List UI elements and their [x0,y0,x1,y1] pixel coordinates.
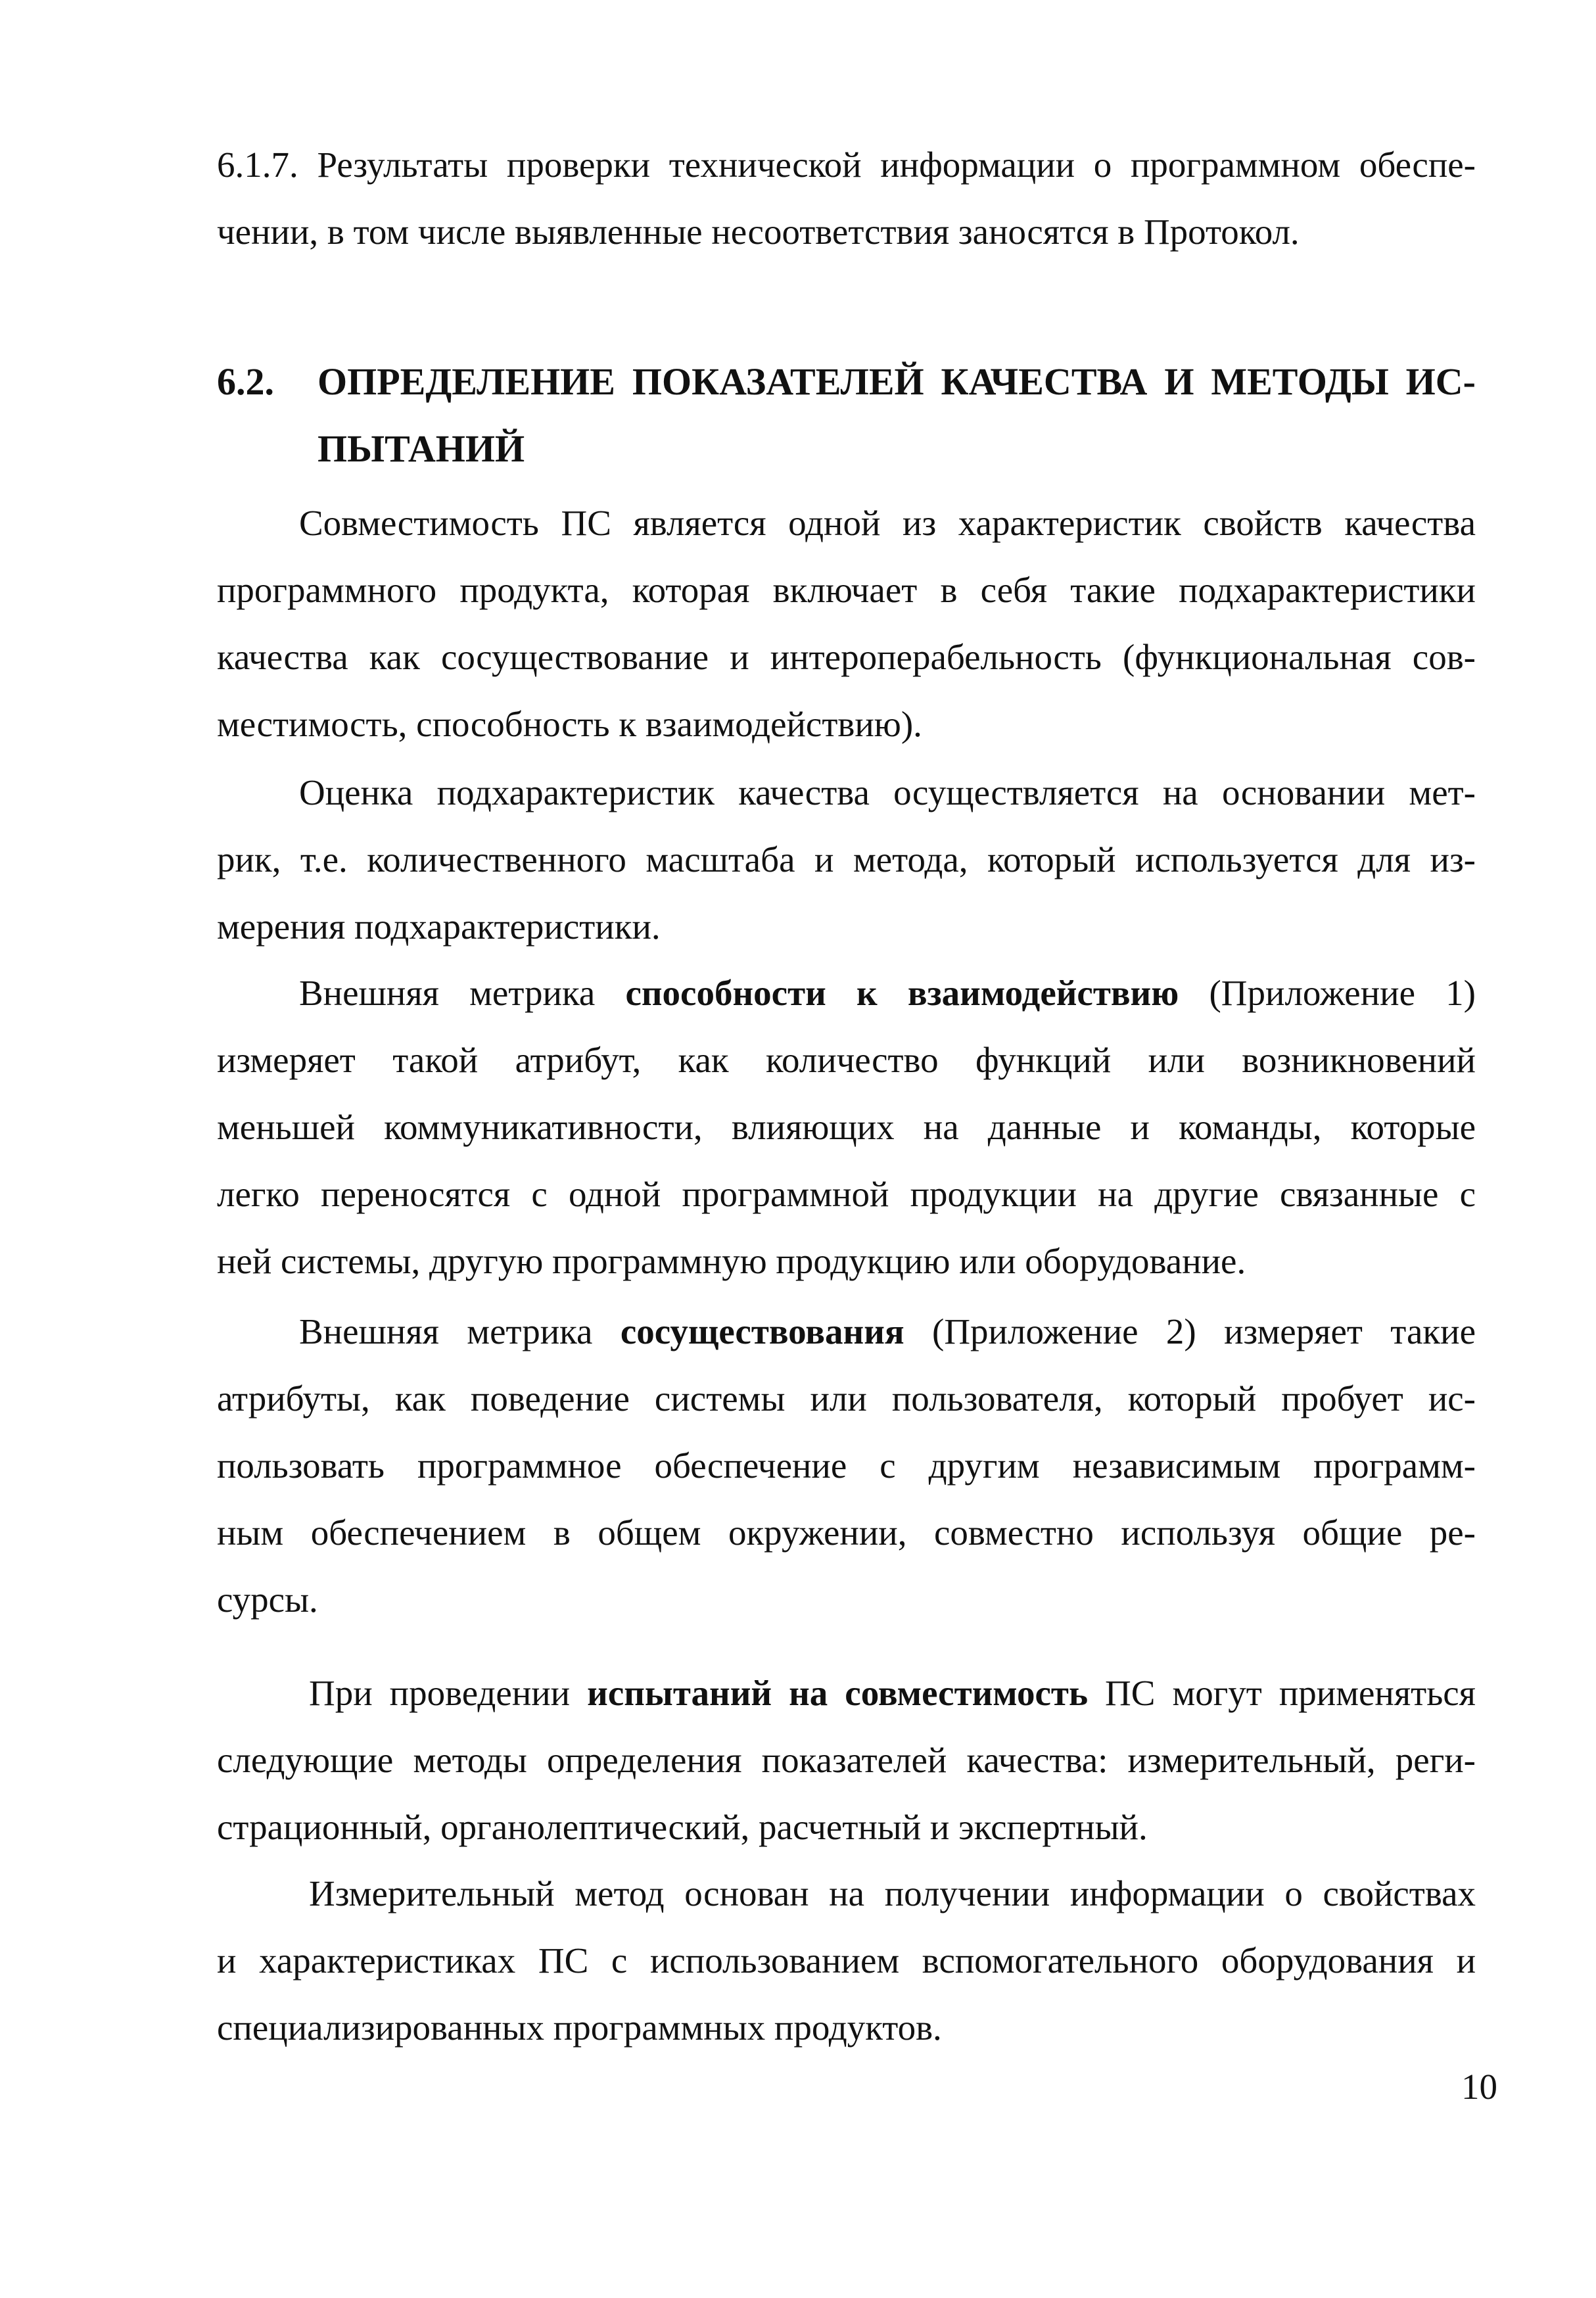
text-line [217,960,1476,1027]
text-line: сурсы. [217,1580,318,1620]
text-line: качества как сосуществование и интероперабельность (функциональная сов- [217,637,1476,677]
text-line: ней системы, другую программную продукцию или оборудование. [217,1241,1246,1281]
text-run: ПС могут применяться [1088,1673,1476,1713]
text-line: 6.1.7. Результаты проверки технической информации о программном обеспе- [217,145,1476,185]
paragraph-coexistence-metric [217,1298,1476,1633]
text-run: Внешняя метрика [299,973,626,1013]
text-line: специализированных программных продуктов. [217,2007,942,2048]
paragraph-6-1-7 [217,131,1476,266]
text-line: пользовать программное обеспечение с другим независимым программ- [217,1445,1476,1486]
bold-term: сосуществования [620,1311,904,1351]
paragraph-measurement-method [217,1860,1476,2061]
paragraph-evaluation [217,759,1476,960]
text-line [217,1660,1476,1727]
bold-term: способности к взаимодействию [625,973,1179,1013]
text-run: Внешняя метрика [299,1311,621,1351]
section-title-line: ПЫТАНИЙ [317,427,525,470]
text-line: меньшей коммуникативности, влияющих на данные и команды, которые [217,1107,1476,1147]
text-line: и характеристиках ПС с использованием вспомогательного оборудования и [217,1940,1476,1981]
paragraph-compatibility-tests [217,1660,1476,1861]
text-line: рик, т.е. количественного масштаба и метода, который используется для из- [217,839,1476,879]
text-run: При проведении [309,1673,588,1713]
text-line: ным обеспечением в общем окружении, совместно используя общие ре- [217,1512,1476,1553]
text-line: программного продукта, которая включает в себя такие подхарактеристики [217,570,1476,610]
text-line: Совместимость ПС является одной из характеристик свойств качества [299,503,1476,543]
text-line: легко переносятся с одной программной продукции на другие связанные с [217,1174,1476,1214]
text-line: Измерительный метод основан на получении информации о свойствах [309,1873,1476,1913]
section-number: 6.2. [217,360,274,403]
bold-term: испытаний на совместимость [587,1673,1089,1713]
text-line: чении, в том числе выявленные несоответствия заносятся в Протокол. [217,212,1300,252]
section-title [317,348,1476,482]
text-line: следующие методы определения показателей качества: измерительный, реги- [217,1740,1476,1780]
text-line: мерения подхарактеристики. [217,906,661,947]
section-title-line: ОПРЕДЕЛЕНИЕ ПОКАЗАТЕЛЕЙ КАЧЕСТВА И МЕТОДЫ ИС- [317,360,1476,403]
paragraph-interoperability-metric [217,960,1476,1295]
text-line: местимость, способность к взаимодействию). [217,704,922,744]
text-line: Оценка подхарактеристик качества осуществляется на основании мет- [299,772,1476,812]
text-line [217,1298,1476,1365]
text-run: (Приложение 1) [1179,973,1476,1013]
text-line: атрибуты, как поведение системы или пользователя, который пробует ис- [217,1378,1476,1419]
page-number: 10 [1461,2067,1497,2107]
text-line: измеряет такой атрибут, как количество функций или возникновений [217,1040,1476,1080]
text-line: страционный, органолептический, расчетный и экспертный. [217,1807,1148,1847]
paragraph-compatibility [217,490,1476,758]
text-run: (Приложение 2) измеряет такие [904,1311,1476,1351]
